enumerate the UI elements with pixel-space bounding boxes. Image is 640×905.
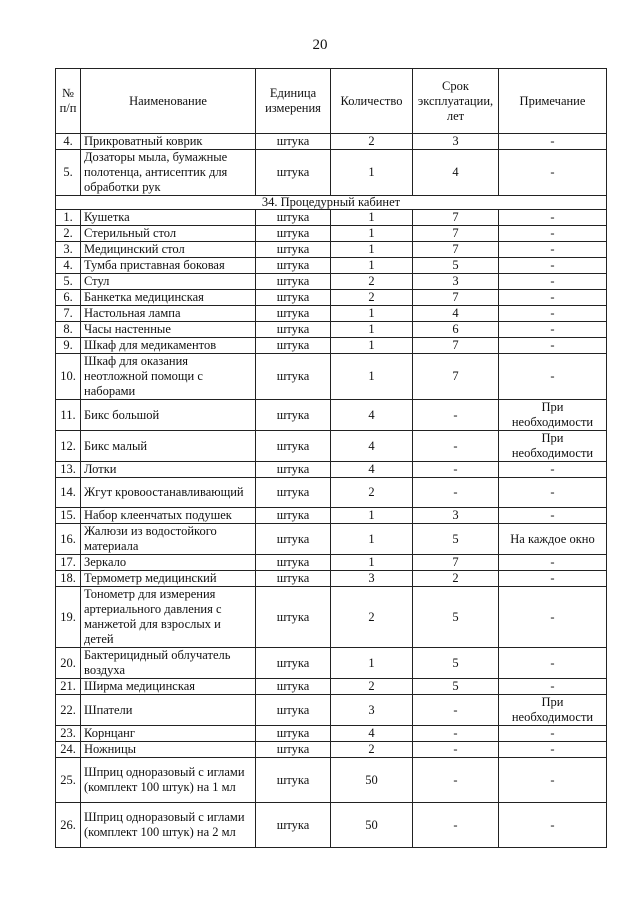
cell-number: 24. — [56, 742, 81, 758]
cell-name: Бикс малый — [81, 431, 256, 462]
table-row — [56, 803, 607, 848]
cell-note: - — [499, 462, 607, 478]
cell-number: 9. — [56, 338, 81, 354]
cell-number: 13. — [56, 462, 81, 478]
table-row — [56, 400, 607, 431]
table-row — [56, 354, 607, 400]
cell-quantity: 4 — [331, 726, 413, 742]
table-row — [56, 524, 607, 555]
cell-number: 22. — [56, 695, 81, 726]
cell-unit: штука — [256, 242, 331, 258]
cell-quantity: 2 — [331, 478, 413, 508]
cell-service-life: - — [413, 758, 499, 803]
section-title: 34. Процедурный кабинет — [56, 196, 607, 210]
cell-name: Ножницы — [81, 742, 256, 758]
cell-quantity: 1 — [331, 226, 413, 242]
cell-quantity: 4 — [331, 431, 413, 462]
cell-name: Стерильный стол — [81, 226, 256, 242]
cell-unit: штука — [256, 150, 331, 196]
cell-service-life: - — [413, 726, 499, 742]
cell-note: - — [499, 587, 607, 648]
table-row — [56, 478, 607, 508]
cell-quantity: 1 — [331, 210, 413, 226]
cell-name: Медицинский стол — [81, 242, 256, 258]
table-row — [56, 648, 607, 679]
cell-name: Шкаф для медикаментов — [81, 338, 256, 354]
cell-service-life: 5 — [413, 648, 499, 679]
cell-service-life: 7 — [413, 338, 499, 354]
cell-name: Часы настенные — [81, 322, 256, 338]
cell-number: 14. — [56, 478, 81, 508]
cell-number: 17. — [56, 555, 81, 571]
cell-quantity: 1 — [331, 524, 413, 555]
cell-name: Прикроватный коврик — [81, 134, 256, 150]
cell-note: - — [499, 290, 607, 306]
cell-unit: штука — [256, 695, 331, 726]
cell-note: - — [499, 508, 607, 524]
cell-note: - — [499, 322, 607, 338]
cell-name: Набор клеенчатых подушек — [81, 508, 256, 524]
cell-quantity: 1 — [331, 508, 413, 524]
cell-unit: штука — [256, 322, 331, 338]
cell-unit: штука — [256, 226, 331, 242]
cell-quantity: 1 — [331, 338, 413, 354]
table-row — [56, 338, 607, 354]
cell-number: 4. — [56, 134, 81, 150]
cell-unit: штука — [256, 742, 331, 758]
cell-service-life: - — [413, 462, 499, 478]
cell-service-life: 3 — [413, 274, 499, 290]
cell-note: - — [499, 226, 607, 242]
cell-quantity: 1 — [331, 555, 413, 571]
cell-quantity: 50 — [331, 803, 413, 848]
cell-unit: штука — [256, 524, 331, 555]
table-row — [56, 742, 607, 758]
cell-unit: штука — [256, 400, 331, 431]
cell-unit: штука — [256, 431, 331, 462]
cell-quantity: 3 — [331, 695, 413, 726]
cell-service-life: 5 — [413, 587, 499, 648]
cell-note: - — [499, 306, 607, 322]
cell-note: - — [499, 354, 607, 400]
table-row — [56, 258, 607, 274]
cell-number: 3. — [56, 242, 81, 258]
column-header-name: Наименование — [81, 69, 256, 134]
cell-note: - — [499, 478, 607, 508]
cell-name: Шприц одноразовый с иглами (комплект 100 штук) на 2 мл — [81, 803, 256, 848]
cell-name: Жгут кровоостанавливающий — [81, 478, 256, 508]
table-row — [56, 571, 607, 587]
cell-unit: штука — [256, 758, 331, 803]
cell-name: Бактерицидный облучатель воздуха — [81, 648, 256, 679]
cell-service-life: 7 — [413, 226, 499, 242]
table-row — [56, 226, 607, 242]
column-header-service-life: Срок эксплуатации, лет — [413, 69, 499, 134]
table-body-procedure-room — [56, 210, 607, 848]
cell-service-life: - — [413, 431, 499, 462]
cell-name: Тумба приставная боковая — [81, 258, 256, 274]
cell-quantity: 2 — [331, 679, 413, 695]
cell-note: - — [499, 555, 607, 571]
cell-note: - — [499, 242, 607, 258]
table-row — [56, 508, 607, 524]
cell-number: 5. — [56, 150, 81, 196]
cell-name: Зеркало — [81, 555, 256, 571]
cell-service-life: 3 — [413, 134, 499, 150]
cell-number: 25. — [56, 758, 81, 803]
table-body-previous-section — [56, 134, 607, 196]
cell-name: Тонометр для измерения артериального давления с манжетой для взрослых и детей — [81, 587, 256, 648]
cell-service-life: - — [413, 695, 499, 726]
cell-note: - — [499, 338, 607, 354]
cell-note: - — [499, 571, 607, 587]
cell-number: 1. — [56, 210, 81, 226]
cell-service-life: 3 — [413, 508, 499, 524]
cell-service-life: 5 — [413, 524, 499, 555]
cell-name: Бикс большой — [81, 400, 256, 431]
cell-quantity: 1 — [331, 150, 413, 196]
cell-name: Настольная лампа — [81, 306, 256, 322]
cell-name: Термометр медицинский — [81, 571, 256, 587]
cell-quantity: 4 — [331, 400, 413, 431]
cell-name: Кушетка — [81, 210, 256, 226]
cell-service-life: 7 — [413, 555, 499, 571]
cell-note: - — [499, 726, 607, 742]
table-row — [56, 431, 607, 462]
table-row — [56, 322, 607, 338]
cell-unit: штука — [256, 274, 331, 290]
column-header-note: Примечание — [499, 69, 607, 134]
cell-quantity: 1 — [331, 322, 413, 338]
cell-name: Жалюзи из водостойкого материала — [81, 524, 256, 555]
table-row — [56, 587, 607, 648]
cell-service-life: - — [413, 742, 499, 758]
cell-number: 19. — [56, 587, 81, 648]
cell-name: Дозаторы мыла, бумажные полотенца, антисептик для обработки рук — [81, 150, 256, 196]
table-row — [56, 134, 607, 150]
cell-number: 12. — [56, 431, 81, 462]
cell-service-life: - — [413, 803, 499, 848]
cell-name: Ширма медицинская — [81, 679, 256, 695]
cell-name: Шкаф для оказания неотложной помощи с наборами — [81, 354, 256, 400]
cell-unit: штука — [256, 478, 331, 508]
cell-quantity: 3 — [331, 571, 413, 587]
table-row — [56, 555, 607, 571]
cell-quantity: 1 — [331, 258, 413, 274]
cell-quantity: 50 — [331, 758, 413, 803]
table-row — [56, 679, 607, 695]
cell-number: 4. — [56, 258, 81, 274]
cell-unit: штука — [256, 306, 331, 322]
table-row — [56, 290, 607, 306]
cell-number: 20. — [56, 648, 81, 679]
cell-unit: штука — [256, 338, 331, 354]
cell-name: Лотки — [81, 462, 256, 478]
cell-service-life: 7 — [413, 242, 499, 258]
page-number: 20 — [312, 37, 328, 53]
cell-unit: штука — [256, 508, 331, 524]
cell-number: 2. — [56, 226, 81, 242]
column-header-quantity: Количество — [331, 69, 413, 134]
cell-unit: штука — [256, 587, 331, 648]
cell-note: - — [499, 679, 607, 695]
table-row — [56, 274, 607, 290]
cell-quantity: 1 — [331, 354, 413, 400]
cell-unit: штука — [256, 648, 331, 679]
cell-number: 8. — [56, 322, 81, 338]
cell-note: - — [499, 803, 607, 848]
cell-service-life: 2 — [413, 571, 499, 587]
cell-unit: штука — [256, 803, 331, 848]
cell-unit: штука — [256, 290, 331, 306]
cell-number: 15. — [56, 508, 81, 524]
cell-note: - — [499, 150, 607, 196]
cell-number: 21. — [56, 679, 81, 695]
table-row — [56, 150, 607, 196]
table-row — [56, 306, 607, 322]
cell-number: 7. — [56, 306, 81, 322]
cell-quantity: 2 — [331, 274, 413, 290]
cell-service-life: - — [413, 478, 499, 508]
cell-name: Шприц одноразовый с иглами (комплект 100 штук) на 1 мл — [81, 758, 256, 803]
cell-unit: штука — [256, 726, 331, 742]
cell-note: На каждое окно — [499, 524, 607, 555]
cell-service-life: - — [413, 400, 499, 431]
cell-number: 5. — [56, 274, 81, 290]
cell-number: 23. — [56, 726, 81, 742]
cell-service-life: 5 — [413, 679, 499, 695]
cell-service-life: 4 — [413, 150, 499, 196]
cell-note: - — [499, 258, 607, 274]
cell-unit: штука — [256, 258, 331, 274]
cell-note: - — [499, 742, 607, 758]
cell-quantity: 1 — [331, 242, 413, 258]
cell-name: Шпатели — [81, 695, 256, 726]
cell-unit: штука — [256, 462, 331, 478]
cell-unit: штука — [256, 679, 331, 695]
cell-service-life: 7 — [413, 210, 499, 226]
cell-name: Банкетка медицинская — [81, 290, 256, 306]
cell-number: 11. — [56, 400, 81, 431]
table-header-row — [56, 69, 607, 134]
table-row — [56, 758, 607, 803]
cell-service-life: 7 — [413, 354, 499, 400]
cell-name: Корнцанг — [81, 726, 256, 742]
cell-unit: штука — [256, 354, 331, 400]
cell-note: - — [499, 758, 607, 803]
cell-number: 26. — [56, 803, 81, 848]
table-row — [56, 242, 607, 258]
cell-note: При необходимости — [499, 400, 607, 431]
cell-number: 10. — [56, 354, 81, 400]
cell-service-life: 6 — [413, 322, 499, 338]
cell-note: - — [499, 274, 607, 290]
cell-note: - — [499, 648, 607, 679]
cell-service-life: 5 — [413, 258, 499, 274]
column-header-number: № п/п — [56, 69, 81, 134]
cell-unit: штука — [256, 571, 331, 587]
cell-unit: штука — [256, 555, 331, 571]
section-header-row — [56, 196, 607, 210]
cell-note: - — [499, 134, 607, 150]
cell-quantity: 2 — [331, 587, 413, 648]
cell-number: 18. — [56, 571, 81, 587]
table-section — [56, 196, 607, 210]
cell-number: 16. — [56, 524, 81, 555]
equipment-table — [55, 68, 607, 848]
table-row — [56, 462, 607, 478]
cell-note: - — [499, 210, 607, 226]
cell-note: При необходимости — [499, 431, 607, 462]
table-row — [56, 726, 607, 742]
cell-quantity: 4 — [331, 462, 413, 478]
cell-unit: штука — [256, 210, 331, 226]
cell-quantity: 1 — [331, 648, 413, 679]
table-row — [56, 210, 607, 226]
table-row — [56, 695, 607, 726]
cell-quantity: 2 — [331, 134, 413, 150]
column-header-unit: Единица измерения — [256, 69, 331, 134]
cell-quantity: 2 — [331, 290, 413, 306]
cell-number: 6. — [56, 290, 81, 306]
cell-service-life: 4 — [413, 306, 499, 322]
cell-service-life: 7 — [413, 290, 499, 306]
cell-unit: штука — [256, 134, 331, 150]
cell-name: Стул — [81, 274, 256, 290]
cell-quantity: 2 — [331, 742, 413, 758]
cell-quantity: 1 — [331, 306, 413, 322]
cell-note: При необходимости — [499, 695, 607, 726]
